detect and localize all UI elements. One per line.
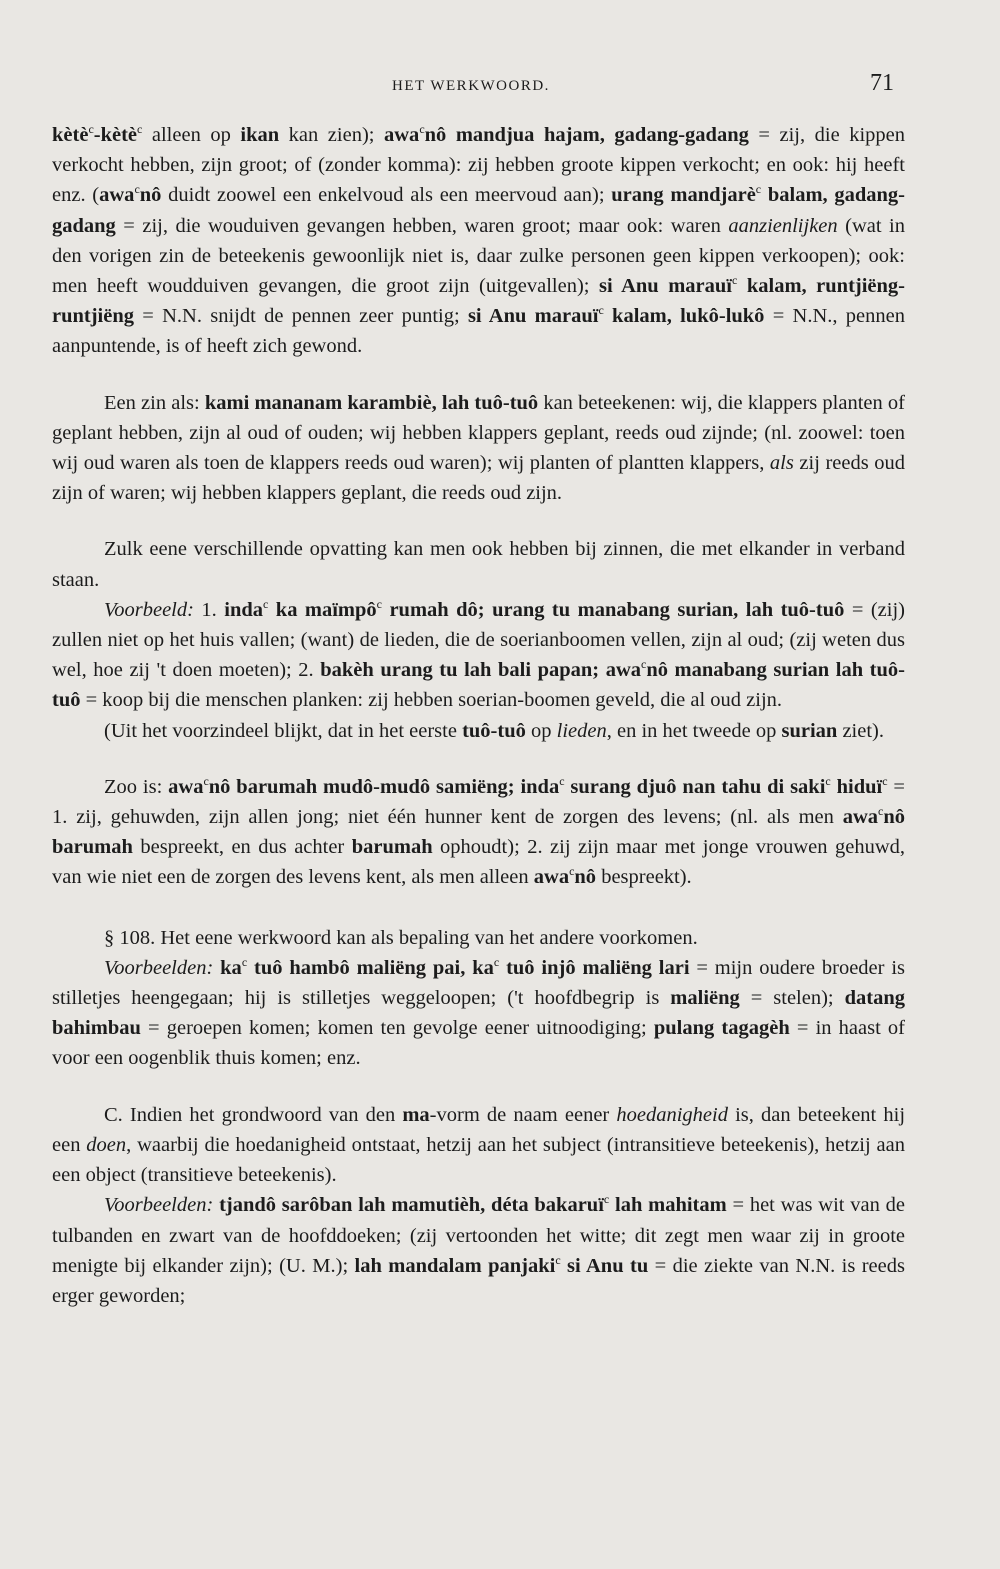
page-body	[52, 120, 905, 1311]
superscript-mark: c	[755, 182, 762, 197]
text-run: bespreekt).	[596, 866, 692, 889]
malay-term: maliëng	[670, 987, 740, 1010]
superscript-mark: c	[419, 122, 425, 136]
malay-term: kalam, runtjiëng-runtjiëng	[52, 275, 905, 328]
malay-term: balam, gadang-gadang	[52, 184, 905, 237]
text-run: kan zien);	[279, 124, 384, 146]
superscript-mark: c	[569, 864, 575, 879]
superscript-mark: c	[263, 596, 269, 611]
emphasis: hoedanigheid	[616, 1103, 728, 1126]
paragraph	[52, 534, 905, 594]
text-run: = het was wit van de tulbanden en zwart van de hoofddoeken; (zij vertoonden het witte; dit zegt men waar zij in groote menigte bij elkander zijn); (U. M.);	[52, 1194, 905, 1277]
malay-term: barumah	[351, 836, 433, 859]
text-run: § 108. Het eene werkwoord kan als bepaling van het andere voorkomen.	[104, 926, 698, 949]
text-run: 1.	[193, 598, 225, 621]
superscript-mark: c	[825, 773, 831, 788]
malay-term: awa	[384, 124, 420, 146]
superscript-mark: c	[598, 303, 604, 318]
malay-term: kalam, lukô-lukô	[603, 305, 765, 328]
superscript-mark: c	[603, 1192, 610, 1207]
paragraph	[52, 1100, 905, 1191]
text-run: = koop bij die menschen planken: zij hebben soerian-boomen geveld, die al oud zijn.	[80, 689, 783, 712]
superscript-mark: c	[493, 954, 500, 969]
malay-term: ma	[402, 1103, 430, 1126]
superscript-mark: c	[559, 773, 565, 788]
text-run: = 1. zij, gehuwden, zijn allen jong; niet één hunner kent de zorgen des levens; (nl. als men	[52, 775, 905, 829]
text-run: kan beteekenen: wij, die klappers planten of geplant hebben, zijn al oud of ouden; wij hebben klappers geplant, reeds oud zijnde; (nl. zoowel: toen wij oud waren als toen de klappers reeds oud waren); wij planten of plantten klappers,	[52, 391, 906, 475]
superscript-mark: c	[241, 954, 248, 969]
emphasis: Voorbeelden:	[104, 1194, 214, 1217]
malay-term: si Anu marauï	[467, 305, 599, 328]
superscript-mark: c	[731, 273, 738, 288]
paragraph	[52, 716, 905, 746]
text-run: Zulk eene verschillende opvatting kan men ook hebben bij zinnen, die met elkander in verband staan.	[52, 538, 905, 591]
text-run: -vorm de naam eener	[429, 1103, 617, 1126]
malay-term: lah mahitam	[609, 1194, 727, 1217]
text-run: op	[525, 719, 557, 742]
text-run: = (zij) zullen niet op het huis vallen; (want) de lieden, die de soerianboomen vellen, zijn al oud; (zij weten dus wel, hoe zij 't doen moeten); 2.	[52, 598, 905, 682]
malay-term: nô mandjua hajam, gadang-gadang	[424, 124, 749, 146]
malay-term: tjandô sarôban lah mamutièh, déta bakaruï	[219, 1194, 604, 1217]
superscript-mark: c	[641, 657, 647, 672]
text-run: ophoudt); 2. zij zijn maar met jonge vrouwen gehuwd, van wie niet een de zorgen des levens kent, als men alleen	[52, 836, 905, 889]
text-run: = N.N., pennen aanpuntende, is of heeft zich gewond.	[52, 305, 906, 358]
text-run: = N.N. snijdt de pennen zeer puntig;	[134, 305, 468, 328]
malay-term: tuô injô maliëng lari	[499, 956, 690, 979]
malay-term: kètè	[52, 124, 89, 146]
superscript-mark: c	[88, 122, 94, 136]
malay-term: si Anu tu	[560, 1254, 649, 1277]
text-run: , waarbij die hoedanigheid ontstaat, hetzij aan het subject (intransitieve beteekenis), hetzij aan een object (transitieve beteekenis).	[52, 1133, 905, 1187]
text-run: zij reeds oud zijn of waren; wij hebben klappers geplant, die reeds oud zijn.	[52, 452, 905, 505]
malay-term: awa	[533, 866, 570, 889]
malay-term: nô barumah	[52, 806, 905, 859]
malay-term: tuô-tuô	[462, 719, 526, 742]
malay-term: si Anu marauï	[599, 275, 732, 298]
paragraph	[52, 388, 905, 509]
malay-term: nô manabang surian lah tuô-tuô	[52, 659, 905, 712]
running-title: HET WERKWOORD.	[392, 78, 550, 94]
malay-term: -kètè	[93, 124, 138, 146]
text-run: ziet).	[837, 719, 884, 742]
text-run: = zij, die wouduiven gevangen hebben, waren groot; maar ook: waren	[115, 214, 729, 237]
malay-term: inda	[224, 598, 263, 621]
superscript-mark: c	[203, 773, 209, 788]
emphasis: aanzienlijken	[728, 214, 838, 237]
page-number: 71	[870, 70, 894, 96]
text-run: Zoo is:	[104, 775, 169, 798]
malay-term: awa	[842, 806, 879, 829]
text-run: C. Indien het grondwoord van den	[104, 1103, 403, 1126]
text-run: alleen op	[142, 124, 241, 146]
page-header	[0, 70, 1000, 100]
text-run: = zij, die kippen verkocht hebben, zijn groot; of (zonder komma): zij hebben groote kippen verkocht; en ook: hij heeft enz. (	[52, 124, 905, 207]
malay-term: pulang tagagèh	[653, 1017, 790, 1040]
malay-term: rumah dô; urang tu manabang surian, lah tuô-tuô	[381, 598, 845, 621]
paragraph	[52, 595, 905, 716]
malay-term: awa	[168, 775, 204, 798]
emphasis: doen	[86, 1133, 127, 1156]
emphasis: Voorbeelden:	[104, 956, 214, 979]
text-run: , en in het tweede op	[606, 719, 782, 742]
text-run: bespreekt, en dus achter	[132, 836, 352, 859]
text-run: Een zin als:	[104, 391, 205, 414]
malay-term: kami mananam karambiè, lah tuô-tuô	[204, 391, 539, 414]
superscript-mark: c	[376, 596, 382, 611]
malay-term: ikan	[240, 124, 280, 146]
malay-term: lah mandalam panjaki	[354, 1254, 556, 1277]
malay-term: bakèh urang tu lah bali papan; awa	[320, 659, 641, 682]
superscript-mark: c	[137, 122, 143, 136]
malay-term: nô barumah mudô-mudô samiëng; inda	[208, 775, 560, 798]
malay-term: ka	[220, 956, 242, 979]
paragraph	[52, 772, 905, 893]
text-run: = geroepen komen; komen ten gevolge eener uitnoodiging;	[140, 1017, 654, 1040]
text-run: = in haast of voor een oogenblik thuis komen; enz.	[52, 1017, 905, 1070]
superscript-mark: c	[134, 182, 140, 197]
superscript-mark: c	[882, 773, 888, 788]
malay-term: datang bahimbau	[52, 987, 905, 1040]
superscript-mark: c	[878, 804, 884, 819]
text-run: (wat in den vorigen zin de beteekenis gewoonlijk niet is, daar zulke personen geen kippen verkoopen); ook: men heeft woudduiven gevangen, die groot zijn (uitgevallen);	[52, 214, 905, 298]
emphasis: lieden	[556, 719, 607, 742]
text-run: duidt zoowel een enkelvoud als een meervoud aan);	[161, 184, 612, 207]
malay-term: ka maïmpô	[268, 598, 377, 621]
text-run: = die ziekte van N.N. is reeds erger geworden;	[52, 1254, 905, 1307]
malay-term: awa	[99, 184, 135, 207]
emphasis: als	[769, 452, 794, 475]
superscript-mark: c	[555, 1252, 561, 1267]
paragraph	[52, 953, 905, 1074]
text-run: (Uit het voorzindeel blijkt, dat in het eerste	[104, 719, 463, 742]
malay-term: tuô hambô maliëng pai, ka	[247, 956, 494, 979]
malay-term: hiduï	[830, 775, 883, 798]
malay-term: nô	[139, 184, 162, 207]
malay-term: urang mandjarè	[611, 184, 756, 207]
paragraph	[52, 1190, 905, 1311]
emphasis: Voorbeeld:	[104, 598, 194, 621]
malay-term: surian	[781, 719, 838, 742]
text-run: is, dan beteekent hij een	[52, 1103, 906, 1156]
malay-term: surang djuô nan tahu di saki	[564, 775, 826, 798]
malay-term: nô	[574, 866, 597, 889]
text-run: = mijn oudere broeder is stilletjes heengegaan; hij is stilletjes weggeloopen; ('t hoofdbegrip is	[52, 956, 906, 1010]
section-heading-paragraph	[52, 923, 905, 953]
paragraph	[52, 120, 905, 362]
text-run: = stelen);	[739, 987, 845, 1010]
